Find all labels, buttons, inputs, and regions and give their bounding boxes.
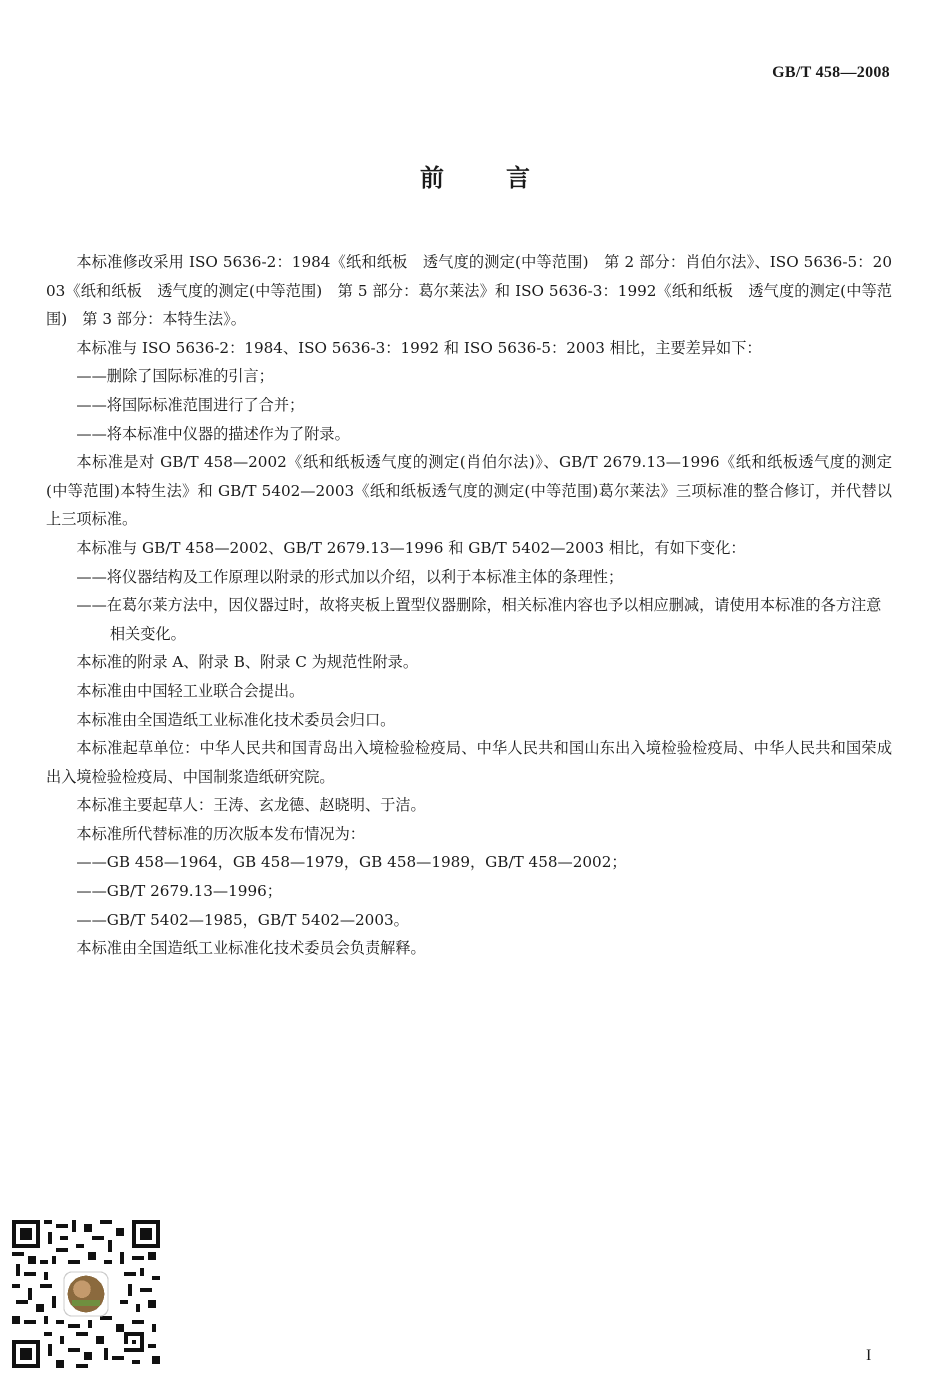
list-item: ——在葛尔莱方法中，因仪器过时，故将夹板上置型仪器删除，相关标准内容也予以相应删减，请使用本标准的各方注意相关变化。 — [76, 596, 882, 643]
list-item: ——GB 458—1964，GB 458—1979，GB 458—1989，GB/T 458—2002； — [76, 853, 627, 872]
page-title: 前言 — [420, 164, 592, 192]
paragraph-interpretation: 本标准由全国造纸工业标准化技术委员会负责解释。 — [76, 939, 426, 958]
paragraph-changes-intro: 本标准与 GB/T 458—2002、GB/T 2679.13—1996 和 GB/T 5402—2003 相比，有如下变化： — [76, 538, 746, 557]
list-item: ——将国际标准范围进行了合并； — [76, 395, 305, 414]
paragraph-drafters: 本标准主要起草人：王涛、玄龙德、赵晓明、于洁。 — [76, 796, 426, 815]
foreword-body — [46, 248, 892, 963]
page-number: I — [866, 1347, 872, 1364]
paragraph-differences-intro: 本标准与 ISO 5636-2：1984、ISO 5636-3：1992 和 ISO 5636-5：2003 相比，主要差异如下： — [76, 338, 762, 357]
paragraph-drafting-units: 本标准起草单位：中华人民共和国青岛出入境检验检疫局、中华人民共和国山东出入境检验检疫局、中华人民共和国荣成出入境检验检疫局、中国制浆造纸研究院。 — [46, 739, 892, 786]
paragraph-adoption: 本标准修改采用 ISO 5636-2：1984《纸和纸板 透气度的测定(中等范围) 第 2 部分：肖伯尔法》、ISO 5636-5：2003《纸和纸板 透气度的测定(中等范围) 第 5 部分：葛尔莱法》和 ISO 5636-3：1992《纸和纸板 透气度的测定(中等范围) 第 3 部分：本特生法》。 — [46, 253, 892, 329]
list-item: ——GB/T 5402—1985，GB/T 5402—2003。 — [76, 910, 409, 929]
qr-code-icon — [12, 1220, 160, 1368]
list-item: ——删除了国际标准的引言； — [76, 367, 274, 386]
list-item: ——将本标准中仪器的描述作为了附录。 — [76, 424, 350, 443]
paragraph-administrator: 本标准由全国造纸工业标准化技术委员会归口。 — [76, 710, 396, 729]
paragraph-annexes: 本标准的附录 A、附录 B、附录 C 为规范性附录。 — [76, 653, 419, 672]
list-item: ——将仪器结构及工作原理以附录的形式加以介绍，以利于本标准主体的条理性； — [76, 567, 624, 586]
paragraph-integration: 本标准是对 GB/T 458—2002《纸和纸板透气度的测定(肖伯尔法)》、GB/T 2679.13—1996《纸和纸板透气度的测定(中等范围)本特生法》和 GB/T 5402—2003《纸和纸板透气度的测定(中等范围)葛尔莱法》三项标准的整合修订，并代替以上三项标准。 — [46, 453, 892, 529]
paragraph-history-intro: 本标准所代替标准的历次版本发布情况为： — [76, 824, 365, 843]
paragraph-proposer: 本标准由中国轻工业联合会提出。 — [76, 681, 305, 700]
list-item: ——GB/T 2679.13—1996； — [76, 882, 282, 901]
standard-code: GB/T 458—2008 — [772, 64, 890, 81]
